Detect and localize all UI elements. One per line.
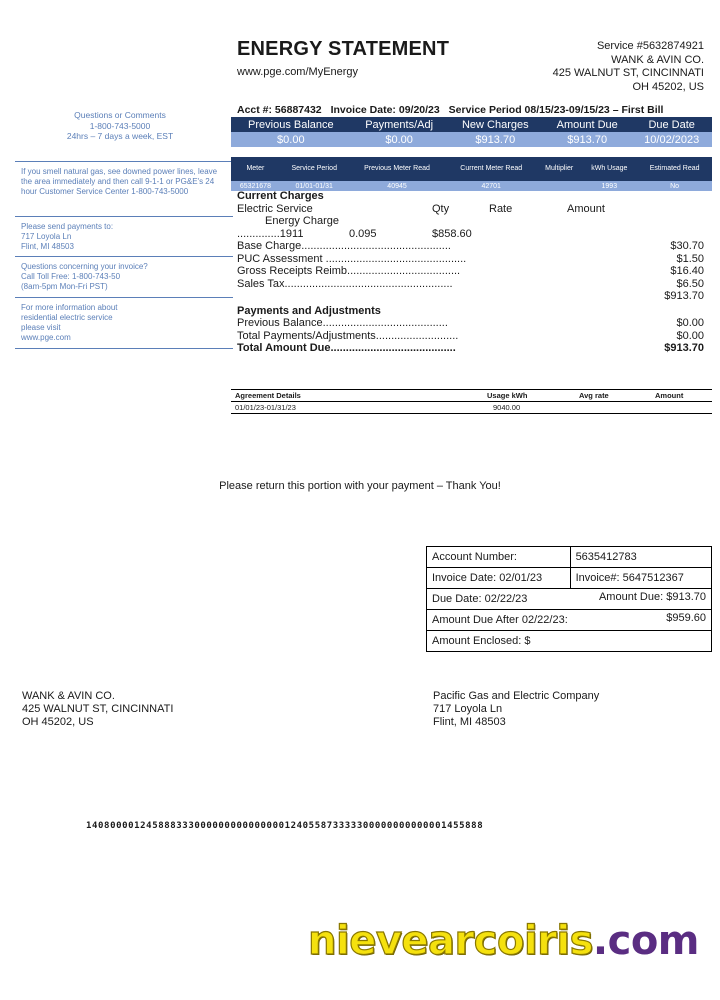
sender-street: 425 WALNUT ST, CINCINNATI — [22, 703, 174, 715]
gross-receipts-label: Gross Receipts Reimb..................................... — [237, 265, 461, 277]
watermark-part-1: nieve — [308, 918, 429, 964]
puc-row — [237, 253, 704, 266]
sales-tax-label: Sales Tax....................................................... — [237, 277, 453, 290]
payments-city: Flint, MI 48503 — [21, 242, 74, 251]
electric-service-label: Electric Service — [237, 202, 313, 215]
agreement-value: 9040.00 — [493, 403, 521, 412]
customer-city: OH 45202, US — [632, 80, 704, 93]
service-number: Service #5632874921 — [596, 40, 704, 52]
recipient-city: Flint, MI 48503 — [433, 716, 506, 728]
sender-address — [22, 690, 173, 729]
summary-header: Due Date — [631, 117, 712, 132]
agreement-header: Amount — [655, 391, 684, 400]
questions-block — [20, 110, 220, 142]
meter-value: 1993 — [581, 181, 637, 191]
recipient-address — [433, 690, 599, 729]
summary-value: $913.70 — [448, 132, 543, 147]
account-number: Acct #: 56887432 — [237, 104, 322, 116]
more-info — [15, 297, 233, 349]
account-line — [237, 104, 669, 116]
sender-city: OH 45202, US — [22, 716, 94, 728]
stub-amount-enclosed[interactable]: Amount Enclosed: $ — [427, 631, 712, 652]
stub-amount-due: Amount Due: $913.70 — [598, 591, 706, 603]
customer-street: 425 WALNUT ST, CINCINNATI — [552, 67, 704, 79]
payment-stub — [426, 546, 712, 652]
stub-account-value: 5635412783 — [570, 547, 711, 568]
statement-title: ENERGY STATEMENT — [237, 38, 450, 60]
invoice-date: Invoice Date: 09/20/23 — [330, 104, 440, 116]
charges-section — [237, 190, 704, 355]
previous-balance-amount: $0.00 — [676, 317, 704, 329]
current-charges-title: Current Charges — [237, 190, 324, 202]
customer-name: WANK & AVIN CO. — [611, 53, 704, 66]
energy-charge-row — [237, 228, 704, 241]
agreement-table — [231, 389, 712, 414]
stub-invoice-date: Invoice Date: 02/01/23 — [427, 568, 571, 589]
scan-line: 140800001245888333000000000000000124055873333300000000000001455888 — [86, 821, 484, 831]
watermark-part-2: arcoiris — [428, 918, 593, 964]
questions-phone: 1-800-743-5000 — [89, 120, 151, 131]
agreement-header-row — [231, 389, 712, 402]
summary-value: $0.00 — [231, 132, 351, 147]
agreement-value-row — [231, 402, 712, 414]
subtotal-amount: $913.70 — [664, 290, 704, 302]
gas-notice-text: If you smell natural gas, see downed power lines, leave the area immediately and then call 9-1-1 or PG&E's 24 hour Customer Service Center 1-800-743-5000 — [21, 167, 218, 196]
website-link[interactable]: www.pge.com/MyEnergy — [237, 66, 359, 78]
service-period: Service Period 08/15/23-09/15/23 – First Bill — [448, 104, 664, 116]
invoice-questions — [15, 256, 233, 297]
payments-street: 717 Loyola Ln — [21, 232, 72, 241]
stub-due-date: Due Date: 02/22/23 — [432, 593, 528, 605]
base-charge-row — [237, 240, 704, 253]
meter-header: Service Period — [280, 157, 349, 181]
rate-header: Rate — [489, 202, 513, 215]
gross-receipts-row — [237, 265, 704, 278]
more-info-line-1: For more information about — [21, 303, 118, 312]
subtotal-row — [237, 290, 704, 303]
total-due-row — [237, 342, 704, 355]
return-notice: Please return this portion with your payment – Thank You! — [219, 480, 501, 492]
sender-name: WANK & AVIN CO. — [22, 690, 115, 702]
meter-header: Current Meter Read — [445, 157, 536, 181]
summary-value: $913.70 — [543, 132, 631, 147]
meter-header: Multiplier — [537, 157, 581, 181]
watermark-part-3: .com — [592, 918, 699, 964]
summary-header: Previous Balance — [231, 117, 351, 132]
invoice-q-hours: (8am-5pm Mon-Fri PST) — [21, 282, 108, 291]
stub-account-label: Account Number: — [427, 547, 571, 568]
meter-value: 40945 — [349, 181, 446, 191]
recipient-name: Pacific Gas and Electric Company — [433, 690, 600, 702]
energy-charge-label: Energy Charge — [265, 215, 339, 227]
meter-header: Estimated Read — [637, 157, 712, 181]
more-info-line-3: please visit — [21, 323, 61, 332]
meter-header: Meter — [231, 157, 280, 181]
payments-label: Please send payments to: — [21, 222, 114, 231]
invoice-q-phone: Call Toll Free: 1-800-743-50 — [21, 272, 121, 281]
meter-value: No — [637, 181, 712, 191]
meter-value: 65321678 — [231, 181, 280, 191]
sales-tax-row — [237, 278, 704, 291]
invoice-q-label: Questions concerning your invoice? — [21, 262, 148, 271]
watermark-logo — [308, 918, 699, 964]
stub-invoice-number: Invoice#: 5647512367 — [570, 568, 711, 589]
summary-value: 10/02/2023 — [631, 132, 712, 147]
agreement-header: Usage kWh — [487, 391, 528, 400]
meter-header: Previous Meter Read — [349, 157, 446, 181]
meter-value: 42701 — [445, 181, 536, 191]
meter-value: 01/01-01/31 — [280, 181, 349, 191]
stub-after-row — [427, 610, 712, 631]
stub-after-value: $959.60 — [666, 612, 706, 624]
total-payments-amount: $0.00 — [676, 329, 704, 342]
total-payments-row — [237, 330, 704, 343]
electric-service-row — [237, 203, 704, 216]
amount-header: Amount — [567, 202, 605, 215]
payments-address — [15, 216, 233, 257]
energy-amount: $858.60 — [432, 227, 472, 240]
puc-amount: $1.50 — [676, 252, 704, 265]
gross-receipts-amount: $16.40 — [670, 265, 704, 277]
agreement-header: Agreement Details — [235, 391, 301, 400]
total-due-label: Total Amount Due......................................... — [237, 342, 456, 354]
summary-header: Amount Due — [543, 117, 631, 132]
service-address-block — [553, 40, 704, 94]
base-charge-amount: $30.70 — [670, 240, 704, 252]
agreement-header: Avg rate — [579, 391, 609, 400]
gas-notice — [15, 161, 233, 202]
stub-due-row — [427, 589, 712, 610]
questions-label: Questions or Comments — [74, 110, 166, 120]
meter-header: kWh Usage — [581, 157, 637, 181]
previous-balance-label: Previous Balance......................................... — [237, 317, 448, 329]
total-due-amount: $913.70 — [664, 342, 704, 354]
payments-title: Payments and Adjustments — [237, 304, 381, 317]
stub-after-label: Amount Due After 02/22/23: — [432, 614, 568, 626]
qty-header: Qty — [432, 202, 450, 215]
base-charge-label: Base Charge................................................. — [237, 240, 451, 252]
sales-tax-amount: $6.50 — [676, 277, 704, 290]
summary-value: $0.00 — [351, 132, 448, 147]
summary-header: Payments/Adj — [351, 117, 448, 132]
energy-rate: 0.095 — [349, 227, 377, 240]
puc-label: PUC Assessment .............................................. — [237, 252, 467, 265]
summary-table — [231, 117, 712, 147]
energy-qty: ..............1911 — [237, 227, 304, 240]
total-payments-label: Total Payments/Adjustments........................... — [237, 329, 459, 342]
previous-balance-row — [237, 317, 704, 330]
more-info-line-2: residential electric service — [21, 313, 113, 322]
meter-table — [231, 157, 712, 191]
questions-hours: 24hrs – 7 days a week, EST — [66, 131, 174, 141]
summary-header: New Charges — [448, 117, 543, 132]
agreement-value: 01/01/23-01/31/23 — [235, 403, 296, 412]
recipient-street: 717 Loyola Ln — [433, 703, 503, 715]
more-info-link[interactable]: www.pge.com — [21, 333, 71, 342]
